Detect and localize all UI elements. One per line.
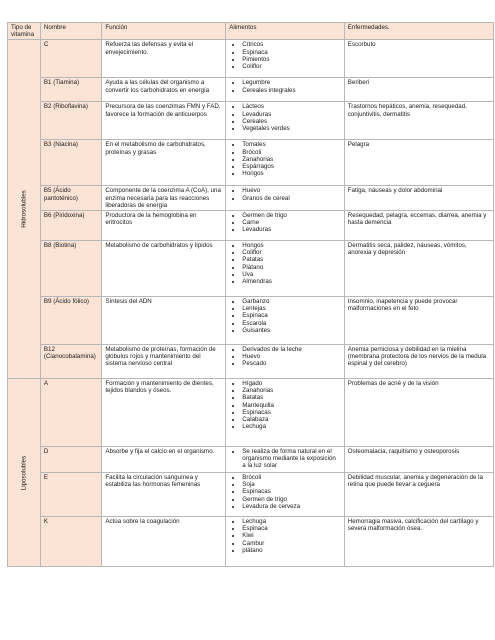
diseases-cell: Trastornos hepáticos, anemia, resequedad, conjuntivitis, dermatitis — [344, 102, 493, 140]
diseases-cell: Beriberi — [344, 78, 493, 102]
food-item: • Se realiza de forma natural en el organismo mediante la exposición a la luz solar — [242, 448, 340, 470]
foods-list — [229, 41, 340, 70]
food-item: • Pescado — [242, 360, 340, 367]
vitamin-name-cell: B1 (Tiamina) — [40, 78, 101, 102]
food-item: • Plátano — [242, 264, 340, 271]
diseases-cell: Fatiga, náuseas y dolor abdominal — [344, 186, 493, 211]
foods-list — [229, 346, 340, 368]
foods-cell — [226, 447, 344, 473]
food-item: • Cereales integrales — [242, 87, 340, 94]
function-cell: Ayuda a las células del organismo a convertir los carbohidratos en energía — [102, 78, 226, 102]
vitamin-type-cell — [8, 40, 41, 379]
vitamin-name-cell: A — [40, 379, 101, 447]
food-item: • Pimientos — [242, 56, 340, 63]
header-nombre: Nombre — [40, 23, 101, 40]
food-item: • Espinaca — [242, 49, 340, 56]
food-item: • Batatas — [242, 394, 340, 401]
food-item: • plátano — [242, 547, 340, 554]
table-row — [8, 102, 494, 140]
table-row — [8, 447, 494, 473]
food-item: • Lechuga — [242, 423, 340, 430]
diseases-cell: Insomnio, inapetencia y puede provocar malformaciones en el feto — [344, 297, 493, 345]
function-cell: Metabolismo de proteínas, formación de glóbulos rojos y mantenimiento del sistema nervioso central — [102, 345, 226, 379]
food-item: • Lechuga — [242, 518, 340, 525]
food-item: • Cítricos — [242, 41, 340, 48]
food-item: • Espinaca — [242, 525, 340, 532]
food-item: • Soja — [242, 481, 340, 488]
food-item: • Espárragos — [242, 163, 340, 170]
table-row — [8, 140, 494, 186]
table-row — [8, 345, 494, 379]
table-row — [8, 211, 494, 241]
foods-list — [229, 187, 340, 201]
food-item: • Coliflor — [242, 63, 340, 70]
vitamin-name-cell: B3 (Niacina) — [40, 140, 101, 186]
food-item: • Zanahorias — [242, 387, 340, 394]
header-row — [8, 23, 494, 40]
foods-cell — [226, 40, 344, 78]
function-cell: En el metabolismo de carbohidratos, proteínas y grasas — [102, 140, 226, 186]
vitamin-document — [7, 22, 494, 567]
food-item: • Coliflor — [242, 249, 340, 256]
foods-cell — [226, 345, 344, 379]
food-item: • Legumbre — [242, 79, 340, 86]
foods-cell — [226, 211, 344, 241]
foods-cell — [226, 379, 344, 447]
function-cell: Facilita la circulación sanguínea y estabiliza las hormonas femeninas — [102, 473, 226, 517]
foods-list — [229, 212, 340, 234]
vitamin-name-cell: B2 (Riboflavina) — [40, 102, 101, 140]
function-cell: Actúa sobre la coagulación — [102, 517, 226, 567]
food-item: • Brócoli — [242, 149, 340, 156]
vitamin-name-cell: C — [40, 40, 101, 78]
food-item: • Carne — [242, 219, 340, 226]
food-item: • Zanahorias — [242, 156, 340, 163]
function-cell: Productora de la hemoglobina en eritrocitos — [102, 211, 226, 241]
function-cell: Metabolismo de carbohidratos y lípidos — [102, 241, 226, 297]
food-item: • Germen de trigo — [242, 496, 340, 503]
foods-list — [229, 448, 340, 470]
vitamin-name-cell: B6 (Piridoxina) — [40, 211, 101, 241]
food-item: • Levadura de cerveza — [242, 503, 340, 510]
food-item: • Cambur — [242, 540, 340, 547]
food-item: • Hígado — [242, 380, 340, 387]
food-item: • Levaduras — [242, 226, 340, 233]
foods-cell — [226, 78, 344, 102]
table-body — [8, 40, 494, 567]
foods-cell — [226, 186, 344, 211]
header-alimentos: Alimentos — [226, 23, 344, 40]
foods-cell — [226, 140, 344, 186]
food-item: • Huevo — [242, 353, 340, 360]
food-item: • Levaduras — [242, 111, 340, 118]
table-row — [8, 297, 494, 345]
vitamin-name-cell: B5 (Ácido pantoténico) — [40, 186, 101, 211]
diseases-cell: Anemia perniciosa y debilidad en la mielina (membrana protectora de los nervios de la medula espinal y del cerebro) — [344, 345, 493, 379]
foods-cell — [226, 297, 344, 345]
function-cell: Componente de la coenzima A (CoA), una enzima necesaria para las reacciones liberadoras de energía — [102, 186, 226, 211]
vitamin-name-cell: B8 (Biotina) — [40, 241, 101, 297]
food-item: • Lentejas — [242, 305, 340, 312]
function-cell: Refuerza las defensas y evita el envejecimiento. — [102, 40, 226, 78]
diseases-cell: Dermatitis seca, palidez, náuseas, vómitos, anorexia y depresión — [344, 241, 493, 297]
vitamin-type-label: Hidrosolubles — [20, 190, 28, 228]
foods-cell — [226, 517, 344, 567]
food-item: • Granos de cereal — [242, 195, 340, 202]
table-row — [8, 517, 494, 567]
food-item: • Almendras — [242, 278, 340, 285]
function-cell: Síntesis del ADN — [102, 297, 226, 345]
food-item: • Huevo — [242, 187, 340, 194]
foods-cell — [226, 473, 344, 517]
vitamin-name-cell: D — [40, 447, 101, 473]
function-cell: Absorbe y fija el calcio en el organismo. — [102, 447, 226, 473]
food-item: • Escarola — [242, 320, 340, 327]
diseases-cell: Hemorragia masiva, calcificación del cartílago y severa malformación ósea. — [344, 517, 493, 567]
diseases-cell: Escorbuto — [344, 40, 493, 78]
diseases-cell: Resequedad, pelagra, eccemas, diarrea, anemia y hasta demencia — [344, 211, 493, 241]
table-row — [8, 241, 494, 297]
food-item: • Hongos — [242, 242, 340, 249]
header-funcion: Función — [102, 23, 226, 40]
food-item: • Derivados de la leche — [242, 346, 340, 353]
foods-cell — [226, 102, 344, 140]
foods-list — [229, 380, 340, 430]
food-item: • Guisantes — [242, 327, 340, 334]
vitamin-table — [7, 22, 494, 567]
food-item: • Mantequilla — [242, 402, 340, 409]
function-cell: Formación y mantenimiento de dientes, tejidos blandos y óseos. — [102, 379, 226, 447]
diseases-cell: Pelagra — [344, 140, 493, 186]
food-item: • Brócoli — [242, 474, 340, 481]
diseases-cell: Debilidad muscular, anemia y degeneración de la retina que puede llevar a ceguera — [344, 473, 493, 517]
food-item: • Vegetales verdes — [242, 125, 340, 132]
food-item: • Cereales — [242, 118, 340, 125]
foods-list — [229, 103, 340, 132]
food-item: • Garbanzo — [242, 298, 340, 305]
food-item: • Germen de trigo — [242, 212, 340, 219]
table-row — [8, 78, 494, 102]
food-item: • Espinaca — [242, 312, 340, 319]
diseases-cell: Osteomalacia, raquitismo y osteoporosis — [344, 447, 493, 473]
table-row — [8, 473, 494, 517]
header-tipo: Tipo de vitamina — [8, 23, 41, 40]
food-item: • Kiwi — [242, 532, 340, 539]
food-item: • Uva — [242, 271, 340, 278]
vitamin-name-cell: B9 (Ácido fólico) — [40, 297, 101, 345]
food-item: • Lácteos — [242, 103, 340, 110]
function-cell: Precursora de las coenzimas FMN y FAD, favorece la formación de anticuerpos — [102, 102, 226, 140]
vitamin-type-label: Liposolubles — [20, 455, 28, 490]
foods-list — [229, 298, 340, 334]
foods-cell — [226, 241, 344, 297]
food-item: • Calabaza — [242, 416, 340, 423]
food-item: • Patatas — [242, 256, 340, 263]
food-item: • Espinacas — [242, 488, 340, 495]
diseases-cell: Problemas de acné y de la visión — [344, 379, 493, 447]
foods-list — [229, 242, 340, 285]
vitamin-name-cell: K — [40, 517, 101, 567]
vitamin-name-cell: B12 (Cianocobalamina) — [40, 345, 101, 379]
table-row — [8, 379, 494, 447]
food-item: • Tomates — [242, 141, 340, 148]
foods-list — [229, 141, 340, 177]
table-row — [8, 40, 494, 78]
foods-list — [229, 79, 340, 93]
food-item: • Espinacas — [242, 409, 340, 416]
food-item: • Hongos — [242, 170, 340, 177]
foods-list — [229, 518, 340, 554]
vitamin-type-cell — [8, 379, 41, 567]
header-enfermedades: Enfermedades. — [344, 23, 493, 40]
vitamin-name-cell: E — [40, 473, 101, 517]
foods-list — [229, 474, 340, 510]
table-row — [8, 186, 494, 211]
